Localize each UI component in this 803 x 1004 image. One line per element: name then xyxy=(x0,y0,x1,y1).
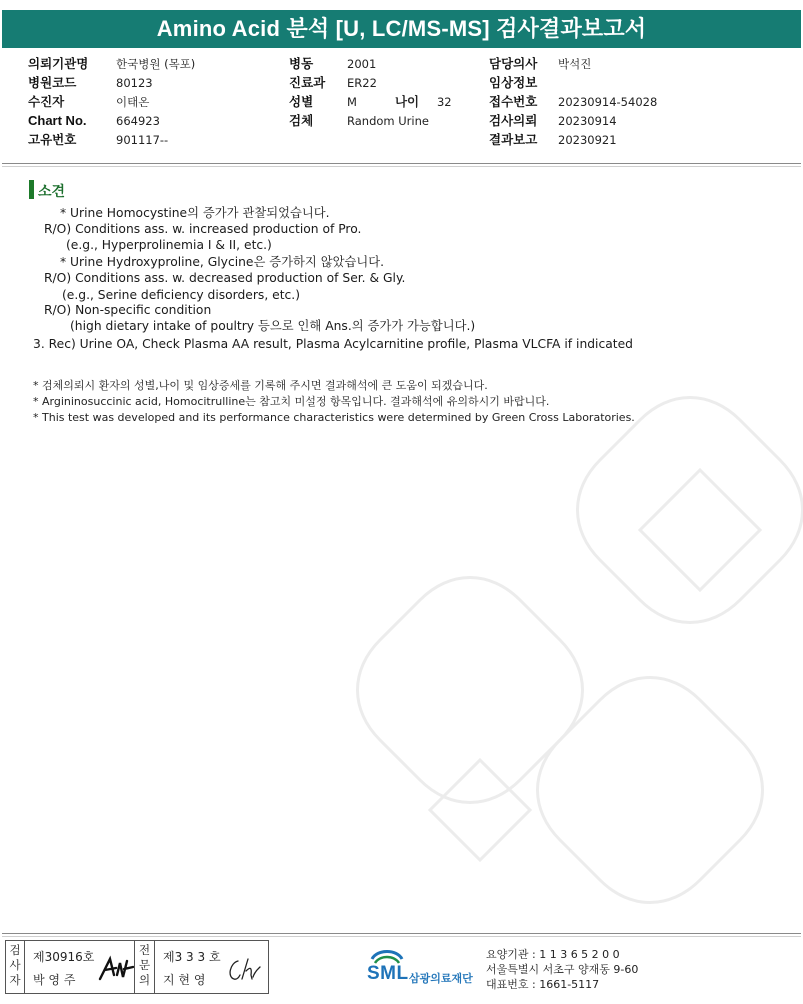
org-name: 삼광의료재단 xyxy=(409,972,473,985)
info-column-2 xyxy=(289,54,452,130)
field-label: 의뢰기관명 xyxy=(28,56,89,71)
field-value: 80123 xyxy=(116,76,153,90)
field-value: 664923 xyxy=(116,114,160,128)
signature-box xyxy=(5,940,269,994)
org-logo-text: SML xyxy=(367,963,409,984)
inspector-license: 제30916호 xyxy=(33,950,95,964)
divider xyxy=(2,166,801,167)
finding-line: R/O) Conditions ass. w. increased production of Pro. xyxy=(44,222,362,236)
info-row-clinical-info xyxy=(489,73,657,92)
reviewer-role: 전문의 xyxy=(138,943,151,987)
field-label: 성별 xyxy=(289,94,314,109)
finding-line: (e.g., Serine deficiency disorders, etc.) xyxy=(62,288,301,302)
field-value: 20230921 xyxy=(558,133,617,147)
finding-line: (high dietary intake of poultry 등으로 인해 Ans.의 증가가 가능합니다.) xyxy=(70,319,476,333)
footer-divider xyxy=(2,933,801,934)
reviewer-name: 지 현 영 xyxy=(163,973,206,987)
field-value: M xyxy=(347,95,357,109)
field-label: 담당의사 xyxy=(489,56,538,71)
field-label: 검체 xyxy=(289,113,314,128)
finding-line: 3. Rec) Urine OA, Check Plasma AA result, Plasma Acylcarnitine profile, Plasma VLCFA if indicated xyxy=(33,337,633,351)
field-value: ER22 xyxy=(347,76,377,90)
field-value: 20230914 xyxy=(558,114,617,128)
note-line: * 검체의뢰시 환자의 성별,나이 및 임상증세를 기록해 주시면 결과해석에 큰 도움이 되겠습니다. xyxy=(33,379,488,392)
info-row-unique-no xyxy=(28,130,195,149)
field-value: 한국병원 (목포) xyxy=(116,57,196,71)
field-value: 이태온 xyxy=(116,95,150,109)
inspector-role-label xyxy=(6,941,25,993)
field-label: 고유번호 xyxy=(28,132,77,147)
org-logo xyxy=(367,945,482,989)
info-row-sex-age xyxy=(289,92,452,111)
report-footer xyxy=(0,935,803,1004)
info-row-hospital-code xyxy=(28,73,195,92)
field-label: 병원코드 xyxy=(28,75,77,90)
info-column-1 xyxy=(28,54,195,149)
info-row-patient xyxy=(28,92,195,111)
age-label: 나이 xyxy=(394,94,420,109)
reviewer-license: 제3 3 3 호 xyxy=(163,950,221,964)
section-accent-bar xyxy=(29,180,34,199)
field-label: 접수번호 xyxy=(489,94,538,109)
info-column-3 xyxy=(489,54,657,149)
field-value: 박석진 xyxy=(558,57,592,71)
info-row-ward xyxy=(289,54,452,73)
info-row-accession-no xyxy=(489,92,657,111)
divider xyxy=(2,163,801,164)
reviewer-role-label xyxy=(135,941,155,993)
field-value: 20230914-54028 xyxy=(558,95,658,109)
age-value: 32 xyxy=(436,95,452,109)
finding-line: (e.g., Hyperprolinemia I & II, etc.) xyxy=(66,238,272,252)
field-value: 901117-- xyxy=(116,133,169,147)
org-contact xyxy=(486,947,638,992)
field-value: Random Urine xyxy=(347,114,429,128)
inspector-name: 박 영 주 xyxy=(33,973,76,987)
org-line: 서울특별시 서초구 양재동 9-60 xyxy=(486,963,639,976)
report-title: Amino Acid 분석 [U, LC/MS-MS] 검사결과보고서 xyxy=(2,10,801,48)
field-value: 2001 xyxy=(347,57,377,71)
finding-line: R/O) Non-specific condition xyxy=(44,303,212,317)
info-row-physician xyxy=(489,54,657,73)
field-label: 결과보고 xyxy=(489,132,538,147)
findings-heading-text: 소견 xyxy=(38,184,66,200)
finding-line: R/O) Conditions ass. w. decreased production of Ser. & Gly. xyxy=(44,271,406,285)
org-line: 요양기관 : 1 1 3 6 5 2 0 0 xyxy=(486,948,620,961)
field-label: Chart No. xyxy=(28,113,87,128)
field-label: 병동 xyxy=(289,56,314,71)
info-row-department xyxy=(289,73,452,92)
inspector-signature xyxy=(96,953,136,985)
field-label: 수진자 xyxy=(28,94,65,109)
inspector-role: 검사자 xyxy=(9,943,21,987)
info-row-report-date xyxy=(489,130,657,149)
info-row-chart-no xyxy=(28,111,195,130)
field-label: 진료과 xyxy=(289,75,326,90)
info-row-hospital xyxy=(28,54,195,73)
org-line: 대표번호 : 1661-5117 xyxy=(486,978,600,991)
field-label: 임상정보 xyxy=(489,75,538,90)
finding-line: * Urine Hydroxyproline, Glycine은 증가하지 않았습니다. xyxy=(60,255,385,269)
note-line: * This test was developed and its performance characteristics were determined by Green Cross Laboratories. xyxy=(33,411,635,424)
field-label: 검사의뢰 xyxy=(489,113,538,128)
finding-line: * Urine Homocystine의 증가가 관찰되었습니다. xyxy=(60,206,330,220)
report-notes xyxy=(33,378,635,426)
info-row-specimen xyxy=(289,111,452,130)
reviewer-signature xyxy=(224,955,262,985)
info-row-request-date xyxy=(489,111,657,130)
note-line: * Argininosuccinic acid, Homocitrulline는 참고치 미설정 항목입니다. 결과해석에 유의하시기 바랍니다. xyxy=(33,395,550,408)
